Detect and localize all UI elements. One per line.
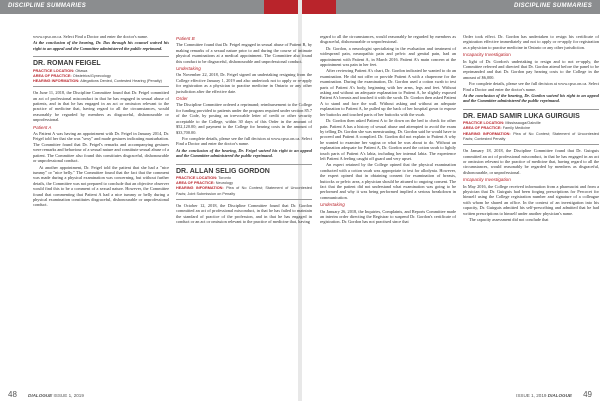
paragraph: regard to all the circumstances, would reasonably be regarded by members as disgraceful, dishonourable or unprofessional. (320, 34, 456, 45)
paragraph: In light of Dr. Gordon's undertaking to resign and to not re-apply, the Committee referred and directed that Dr. Gordon attend before the panel to be reprimanded and that Dr. Gordon pay hearing costs to the College in the amount of $6,000. (463, 58, 599, 80)
hearing-info-value: Plea of No Contest; Statement of Uncontested Facts; Joint Submission on Penalty (176, 186, 312, 196)
header-accent-left (264, 0, 298, 14)
paragraph: As Patient A was having an appointment with Dr. Feigel in January 2014, Dr. Feigel told her that she was "sexy" and made gestures indicating masturbation. The Committee found that Dr. Feigel's remarks and accompanying gestures were remarks and behaviour of a sexual nature and constitute sexual abuse of a patient. The Committee also found this constitutes disgraceful, dishonourable or unprofessional conduct. (33, 131, 169, 164)
practice-location-value: Mississauga/Oakville (505, 121, 541, 126)
paragraph: The Discipline Committee ordered a reprimand; reimbursement to the College for funding provided to patients under the program required under section 85.7 of the Code, by posting an irrevocable letter of credit or other security acceptable to the College, within 30 days of this Order in the amount of $52,120.00; and payment to the College for hearing costs in the amount of $33,700.00. (176, 102, 312, 135)
issue-number: ISSUE 1, 2019 (516, 393, 547, 398)
subsection-heading: Order (176, 96, 188, 102)
paragraph: In May 2016, the College received information from a pharmacist and from a physician that Dr. Guirguis had been forging prescriptions for Percocet for himself using the College registration number and signature of a colleague with whom he shared an office. In the context of an investigation into his capacity, Dr. Guirguis admitted his self-prescribing and admitted that he had written prescriptions to himself under another physician's name. (463, 183, 599, 216)
subsection-heading: Incapacity Investigation (463, 177, 511, 183)
section-title-right: DISCIPLINE SUMMARIES (513, 3, 592, 9)
header-bar-left (0, 0, 298, 14)
column-2 (176, 34, 312, 225)
area-of-practice-value: Neurology (215, 181, 234, 186)
practice-location-value: Toronto (218, 175, 231, 180)
paragraph: An expert retained by the College opined that the physical examination conducted with a cotton swab was appropriate to test for allodynia. However, the expert opined that in obtaining consent for examination of breasts, buttocks or pelvic area, a physician should be attuned to ongoing consent. The fact that the patient did not understand what examination was going to be performed and why it was being performed implied a serious breakdown in communication. (320, 162, 456, 200)
physician-name: DR. EMAD SAMIR LUKA GUIRGUIS (463, 109, 599, 119)
magazine-name: DIALOGUE (28, 393, 53, 398)
page-number-left: 48 (8, 390, 17, 399)
hearing-info-label: HEARING INFORMATION: (463, 131, 511, 136)
paragraph: Dr. Gordon, a neurologist specializing in the evaluation and treatment of widespread pain, neuropathic pain and pelvic and genital pain, had an appointment with Patient A, in March 2016. Patient A's main concern at the appointment was pain in her feet. (320, 45, 456, 68)
practice-location-label: PRACTICE LOCATION: (463, 121, 505, 126)
practice-location-label: PRACTICE LOCATION: (176, 175, 218, 180)
issue-number: ISSUE 1, 2019 (53, 393, 84, 398)
practice-location-label: PRACTICE LOCATION: (33, 68, 75, 73)
issue-label-left (28, 393, 84, 398)
subsection-heading: Patient A (33, 124, 52, 130)
header-accent-right (302, 0, 336, 14)
paragraph: After reviewing Patient A's chart, Dr. Gordon indicated he wanted to do an examination. He did not offer or provide Patient A with a chaperone for the examination. During the examination, Dr. Gordon used a cotton swab to test parts of Patient A's body, beginning with her arms, legs and feet. Without asking and without an adequate explanation to Patient A, he slightly exposed Patient A's breasts and touched it with the swab. Dr. Gordon then asked Patient A to stand and face the wall. Without asking and without an adequate explanation to Patient A, he pulled up the back of her hospital gown to expose her buttocks and touched parts of her buttocks with the swab. (320, 68, 456, 117)
area-of-practice-value: Family Medicine (502, 126, 531, 131)
page-footer (0, 389, 600, 401)
area-of-practice-value: Obstetrics/Gynecology (72, 73, 111, 78)
hearing-info-label: HEARING INFORMATION: (33, 79, 80, 84)
issue-label-right (516, 393, 572, 398)
subsection-heading: Incapacity Investigation (463, 52, 511, 58)
paragraph: At another appointment, Dr. Feigel told the patient that she had a "nice tummy" or "nice belly." The Committee found that the fact that the comment was made during a physical examination was concerning, but without further details, the Committee was not prepared to conclude that an objective observer would find this to be a comment of a sexual nature. However, the Committee found that commenting that Patient A had a nice tummy or belly during a physical examination constitutes disgraceful, dishonourable or unprofessional conduct. (33, 164, 169, 208)
area-of-practice-label: AREA OF PRACTICE: (463, 126, 502, 131)
physician-name: DR. ROMAN FEIGEL (33, 56, 169, 66)
paragraph: The capacity assessment did not conclude that (469, 216, 549, 222)
conclusion-text: At the conclusion of the hearing, Dr. Gordon waived his right to an appeal and the Committee administered the public reprimand. (463, 93, 599, 104)
column-3 (320, 34, 456, 226)
magazine-name: DIALOGUE (547, 393, 572, 398)
header-bar-right (302, 0, 600, 14)
physician-details (463, 121, 599, 145)
hearing-info-value: Plea of No Contest; Statement of Uncontested Facts; Contested Penalty (463, 131, 599, 141)
paragraph: On January 18, 2018, the Discipline Committee found that Dr. Guirguis committed an act of professional misconduct, in that he has engaged in an act or omission relevant to the practice of medicine that, having regard to all the circumstances, would reasonably be regarded by members as disgraceful, dishonourable, or unprofessional. (463, 148, 599, 175)
practice-location-value: Ottawa (75, 68, 88, 73)
paragraph: On January 26, 2018, the Inquiries, Complaints, and Reports Committee made an interim order directing the Registrar to suspend Dr. Gordon's certificate of registration. Dr. Gordon has not practised since that (320, 208, 456, 225)
page-number-right: 49 (583, 390, 592, 399)
area-of-practice-label: AREA OF PRACTICE: (33, 73, 72, 78)
conclusion-text: At the conclusion of the hearing, Dr. Feigel waived his right to an appeal and the Committee administered the public reprimand. (176, 147, 312, 159)
paragraph: The Committee found that Dr. Feigel engaged in sexual abuse of Patient B, by making remarks of a sexual nature prior to and during the course of intimate physical examinations at a medical appointment. The Committee also found this conduct to be disgraceful, dishonourable and unprofessional conduct. (176, 42, 312, 64)
paragraph: On November 22, 2018, Dr. Feigel signed an undertaking resigning from the College effective January 1, 2019 and also undertook not to apply or re-apply for registration as a physician to practise medicine in Ontario or any other jurisdiction after the effective date. (176, 72, 312, 94)
paragraph: www.cpso.on.ca. Select Find a Doctor and enter the doctor's name. (33, 34, 149, 39)
section-title-left: DISCIPLINE SUMMARIES (8, 3, 87, 9)
column-4 (463, 34, 599, 223)
hearing-info-label: HEARING INFORMATION: (176, 186, 224, 191)
physician-details (176, 176, 312, 200)
paragraph: On June 11, 2018, the Discipline Committee found that Dr. Feigel committed an act of professional misconduct in that he has engaged in sexual abuse of patients, and in that he has engaged in an act or omission relevant to the practice of medicine that, having regard to all the circumstances, would reasonably be regarded by members as disgraceful, dishonourable or unprofessional. (33, 90, 169, 123)
hearing-info-value: Allegations Denied, Contested Hearing (Penalty) (80, 79, 162, 84)
physician-name: DR. ALLAN SELIG GORDON (176, 164, 312, 174)
physician-details (33, 69, 169, 88)
paragraph: For complete details, please see the full decision at www.cpso.on.ca. Select Find a Doctor and enter the doctor's name. (176, 135, 312, 147)
subsection-heading: Undertaking (320, 202, 345, 208)
conclusion-text: At the conclusion of the hearing, Dr. Das through his counsel waived his right to an appeal and the Committee administered the public reprimand. (33, 40, 169, 51)
subsection-heading: Patient B (176, 36, 195, 41)
subsection-heading: Undertaking (176, 66, 201, 72)
paragraph: Order took effect. Dr. Gordon has undertaken to resign his certificate of registration effective immediately and not to apply or re-apply for registration as a physician to practise medicine in Ontario or any other jurisdiction. (463, 34, 599, 50)
column-1 (33, 34, 169, 209)
paragraph: For complete details, please see the full decision at www.cpso.on.ca. Select Find a Doctor and enter the doctor's name. (463, 81, 599, 92)
paragraph: On October 12, 2018, the Discipline Committee found that Dr. Gordon committed an act of professional misconduct, in that he has failed to maintain the standard of practice of the profession, and in that he has engaged in conduct or an act or omission relevant to the practice of medicine that, having (176, 202, 312, 224)
paragraph: Dr. Gordon then asked Patient A to lie down on the bed to check for other pain. Patient A has a history of sexual abuse and attempted to avoid the exam by telling Dr. Gordon she was menstruating. Dr. Gordon said he would have to proceed and Patient A complied. Dr. Gordon did not explain to Patient A why he wanted to examine her vagina or what he was about to do. Without an explanation adequate for Patient A, Dr. Gordon used the cotton swab to lightly touch parts of Patient A's labia, including her internal labia. The experience left Patient A feeling caught off guard and very upset. (320, 118, 456, 161)
area-of-practice-label: AREA OF PRACTICE: (176, 181, 215, 186)
